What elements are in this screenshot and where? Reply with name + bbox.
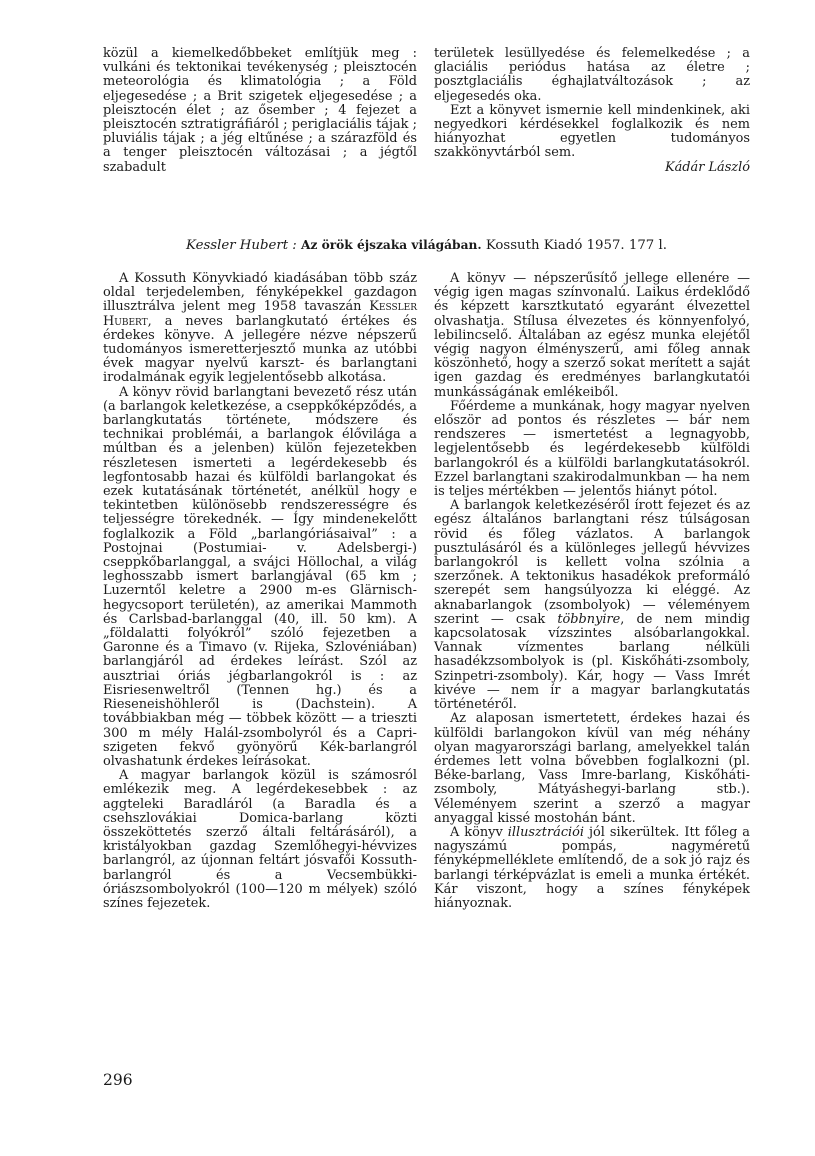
book-author: Kessler Hubert : [186,238,297,253]
paragraph-text: , a neves barlangkutató értékes és érdekes könyve. A jellegére nézve népszerű tudományos ismeretterjesztő munka az utóbbi évek magyar nyelvű karszt- és barlangtani irodalmának egyik legjelentősebb alkotása. [103,313,417,386]
review-paragraph: A magyar barlangok közül is számosról emlékezik meg. A legérdekesebbek : az aggteleki Baradláról (a Baradla és a csehszlovákiai Domica-barlang közti összeköttetés szerző általi feltárásáról), a kristályokban gazdag Szemlőhegyi-hévvizes barlangról, az újonnan feltárt jósvafői Kossuth-barlangról és a Vecsembükki-óriászsombolyokról (100—120 m mélyek) szóló színes fejezetek. [103,768,417,911]
author-name: Kessler Hubert [103,299,417,329]
continued-paragraph: közül a kiemelkedőbbeket említjük meg : vulkáni és tektonikai tevékenység ; pleisztocén meteorológia és klimatológia ; a Föld eljegesedése ; a Brit szigetek eljegesedése ; a pleisztocén élet ; az ősember ; 4 fejezet a pleisztocén sztratigráfiáról ; periglaciális tájak ; pluviális tájak ; a jég eltűnése ; a szárazföld és a tenger pleisztocén változásai ; a jégtől szabadult [103,46,417,175]
book-publisher: Kossuth Kiadó 1957. 177 l. [485,238,667,253]
review-paragraph: A könyv — népszerűsítő jellege ellenére — végig igen magas színvonalú. Laikus érdeklődő és képzett karsztkutató egyaránt élvezettel olvashatja. Stílusa élvezetes és könnyenfolyó, lebilincselő. Általában az egész munka elejétől végig nagyon élményszerű, ami főleg annak köszönhető, hogy a szerző sokat merített a saját igen gazdag és eredményes barlangkutatói munkásságának emlékeiből. [434,271,750,400]
recommendation-paragraph: Ezt a könyvet ismernie kell mindenkinek, aki negyedkori kérdésekkel foglalkozik és nem hiányozhat egyetlen tudományos szakkönyvtárból sem. [434,102,750,161]
paragraph-text: A barlangok keletkezéséről írott fejezet és az egész általános barlangtani rész túlságosan rövid és főleg vázlatos. A barlangok pusztulásáról és a különleges jellegű hévvizes barlangokról is kellett volna szólnia a szerzőnek. A tektonikus hasadékok preformáló szerepét sem hangsúlyozza ki eléggé. Az aknabarlangok (zsombolyok) — véleményem szerint — csak [434,498,750,627]
review-paragraph: Főérdeme a munkának, hogy magyar nyelven először ad pontos és részletes — bár nem rendszeres — ismertetést a legnagyobb, legjelentősebb és legérdekesebb külföldi barlangokról és a külföldi barlangkutatásokról. Ezzel barlangtani szakirodalmunkban — ha nem is teljes mértékben — jelentős hiányt pótol. [434,398,750,500]
emphasized-word: többnyire [557,611,621,627]
top-right-column [434,47,750,175]
emphasized-word: illusztrációi [507,824,585,840]
paragraph-text: , de nem mindig kapcsolatosak vízszintes alsóbarlangokkal. Vannak vízmentes barlang nélküli hasadékzsombolyok is (pl. Kiskőháti-zsomboly, Szinpetri-zsomboly). Kár, hogy — Vass Imrét kivéve — nem ír a magyar barlangkutatás történetéről. [434,611,750,713]
review-left-column [103,272,417,911]
reviewer-signature: Kádár László [664,159,750,175]
review-paragraph: A könyv rövid barlangtani bevezető rész után (a barlangok keletkezése, a cseppkőképződés, a barlangkutatás története, módszere és technikai problémái, a barlangok élővilága a múltban és a jelenben) külön fejezetekben részletesen ismerteti a legérdekesebb és legfontosabb hazai és külföldi barlangokat és ezek kutatásának történetét, anélkül hogy e tekintetben különösebb rendszerességre és teljességre törekednék. — Így mindenekelőtt foglalkozik a Föld „barlangóriásaival” : a Postojnai (Postumiai- v. Adelsbergi-) cseppkőbarlanggal, a svájci Höllochal, a világ leghosszabb ismert barlangjával (65 km ; Luzerntől keletre a 2900 m-es Glärnisch-hegycsoport területén), az amerikai Mammoth és Carlsbad-barlanggal (40, ill. 50 km). A „földalatti folyókról” szóló fejezetben a Garonne és a Timavo (v. Rijeka, Szlovéniában) barlangjáról ad érdekes leírást. Szól az ausztriai óriás jégbarlangokról is : az Eisriesenweltről (Tennen hg.) és a Rieseneishöhleről is (Dachstein). A továbbiakban még — többek között — a trieszti 300 m mély Halál-zsombolyról és a Capri-szigeten fekvő gyönyörű Kék-barlangról olvashatunk érdekes leírásokat. [103,384,417,769]
review-right-column [434,272,750,911]
continued-paragraph-end: területek lesüllyedése és felemelkedése ; a glaciális periódus hatása az életre ; posztglaciális éghajlatváltozások ; az eljegesedés oka. [434,46,750,104]
review-paragraph: Az alaposan ismertetett, érdekes hazai és külföldi barlangokon kívül van még néhány olyan magyarországi barlang, amelyekkel talán érdemes lett volna bővebben foglalkozni (pl. Béke-barlang, Vass Imre-barlang, Kiskőháti-zsomboly, Mátyáshegyi-barlang stb.). Véleményem szerint a szerző a magyar anyaggal kissé mostohán bánt. [434,711,750,826]
book-title: Az örök éjszaka világában. [300,238,482,252]
review-heading [103,238,750,253]
page-number: 296 [103,1071,133,1089]
review-paragraph [434,499,750,712]
top-left-column [103,47,417,175]
review-paragraph [103,272,417,386]
paragraph-text: jól sikerültek. Itt főleg a nagyszámú pompás, nagyméretű fényképmelléklete említendő, de a sok jó rajz és barlangi térképvázlat is emeli a munka értékét. Kár viszont, hogy a színes fényképek hiányoznak. [434,824,750,911]
review-paragraph [434,826,750,911]
paragraph-text: A könyv [450,824,503,840]
paragraph-text: A Kossuth Könyvkiadó kiadásában több száz oldal terjedelemben, fényképekkel gazdagon illusztrálva jelent meg 1958 tavaszán [103,271,417,315]
